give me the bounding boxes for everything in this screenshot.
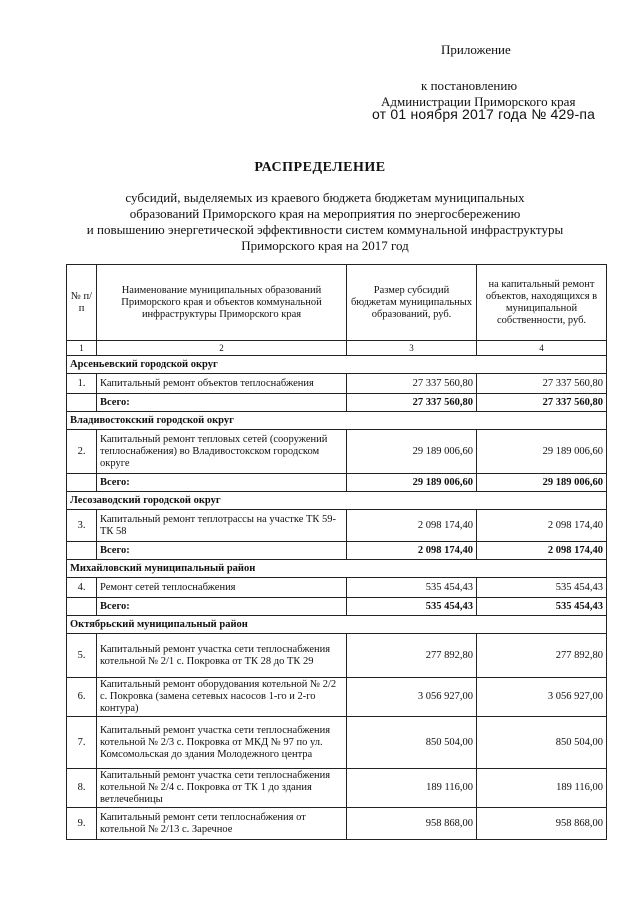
table-header-row — [67, 265, 607, 341]
row-number-cell — [67, 474, 97, 492]
region-name: Октябрьский муниципальный район — [67, 616, 607, 634]
row-number: 9. — [67, 808, 97, 840]
object-name: Капитальный ремонт сети теплоснабжения от котельной № 2/13 с. Заречное — [97, 808, 347, 840]
subsidy-amount: 27 337 560,80 — [347, 374, 477, 394]
appendix-label: Приложение — [441, 42, 511, 57]
capital-repair-amount: 2 098 174,40 — [477, 542, 607, 560]
subsidy-amount: 2 098 174,40 — [347, 542, 477, 560]
capital-repair-amount: 27 337 560,80 — [477, 374, 607, 394]
object-name: Капитальный ремонт теплотрассы на участке ТК 59-ТК 58 — [97, 510, 347, 542]
column-index: 1 — [67, 341, 97, 356]
capital-repair-amount: 2 098 174,40 — [477, 510, 607, 542]
document-subtitle — [80, 190, 570, 254]
table-row — [67, 430, 607, 474]
capital-repair-amount: 535 454,43 — [477, 598, 607, 616]
total-label: Всего: — [97, 542, 347, 560]
column-index: 4 — [477, 341, 607, 356]
subsidy-amount: 27 337 560,80 — [347, 394, 477, 412]
subtitle-line: Приморского края на 2017 год — [241, 238, 409, 253]
subtitle-line: и повышению энергетической эффективности систем коммунальной инфраструктуры — [86, 222, 564, 237]
subsidy-amount: 958 868,00 — [347, 808, 477, 840]
object-name: Капитальный ремонт участка сети теплоснабжения котельной № 2/3 с. Покровка от МКД № 97 по ул. Комсомольская до здания Молодежного центра — [97, 717, 347, 769]
capital-repair-amount: 958 868,00 — [477, 808, 607, 840]
row-number: 6. — [67, 678, 97, 717]
administration-label: Администрации Приморского края — [381, 94, 576, 109]
row-number-cell — [67, 542, 97, 560]
subsidy-amount: 29 189 006,60 — [347, 474, 477, 492]
row-number: 2. — [67, 430, 97, 474]
capital-repair-amount: 29 189 006,60 — [477, 474, 607, 492]
subsidy-amount: 3 056 927,00 — [347, 678, 477, 717]
subsidy-amount: 277 892,80 — [347, 634, 477, 678]
object-name: Ремонт сетей теплоснабжения — [97, 578, 347, 598]
region-name: Арсеньевский городской округ — [67, 356, 607, 374]
to-decree-label: к постановлению — [421, 78, 518, 93]
subtitle-line: субсидий, выделяемых из краевого бюджета бюджетам муниципальных — [125, 190, 525, 205]
table-row — [67, 578, 607, 598]
row-number: 8. — [67, 769, 97, 808]
table-row — [67, 374, 607, 394]
total-row — [67, 474, 607, 492]
region-name: Михайловский муниципальный район — [67, 560, 607, 578]
row-number: 4. — [67, 578, 97, 598]
total-label: Всего: — [97, 474, 347, 492]
subsidy-amount: 535 454,43 — [347, 598, 477, 616]
total-row — [67, 598, 607, 616]
row-number-cell — [67, 598, 97, 616]
row-number: 7. — [67, 717, 97, 769]
subsidy-amount: 535 454,43 — [347, 578, 477, 598]
object-name: Капитальный ремонт тепловых сетей (сооружений теплоснабжения) во Владивостокском городском округе — [97, 430, 347, 474]
column-header-subsidy: Размер субсидий бюджетам муниципальных образований, руб. — [347, 265, 477, 341]
row-number: 5. — [67, 634, 97, 678]
table-row — [67, 634, 607, 678]
table-row — [67, 769, 607, 808]
region-row — [67, 492, 607, 510]
region-row — [67, 412, 607, 430]
total-label: Всего: — [97, 394, 347, 412]
total-row — [67, 542, 607, 560]
object-name: Капитальный ремонт объектов теплоснабжения — [97, 374, 347, 394]
total-row — [67, 394, 607, 412]
capital-repair-amount: 29 189 006,60 — [477, 430, 607, 474]
column-index: 2 — [97, 341, 347, 356]
object-name: Капитальный ремонт участка сети теплоснабжения котельной № 2/1 с. Покровка от ТК 28 до ТК 29 — [97, 634, 347, 678]
table-row — [67, 808, 607, 840]
capital-repair-amount: 27 337 560,80 — [477, 394, 607, 412]
capital-repair-amount: 3 056 927,00 — [477, 678, 607, 717]
region-name: Лесозаводский городской округ — [67, 492, 607, 510]
subsidy-amount: 29 189 006,60 — [347, 430, 477, 474]
subsidy-amount: 850 504,00 — [347, 717, 477, 769]
subsidy-amount: 189 116,00 — [347, 769, 477, 808]
subtitle-line: образований Приморского края на мероприятия по энергосбережению — [129, 206, 521, 221]
capital-repair-amount: 850 504,00 — [477, 717, 607, 769]
column-header-name: Наименование муниципальных образований Приморского края и объектов коммунальной инфраструктуры Приморского края — [97, 265, 347, 341]
distribution-table — [66, 264, 607, 840]
region-row — [67, 356, 607, 374]
subsidy-amount: 2 098 174,40 — [347, 510, 477, 542]
region-row — [67, 560, 607, 578]
column-index: 3 — [347, 341, 477, 356]
decree-date: от 01 ноября 2017 года № 429-па — [372, 106, 596, 122]
total-label: Всего: — [97, 598, 347, 616]
column-header-number: № п/п — [67, 265, 97, 341]
capital-repair-amount: 277 892,80 — [477, 634, 607, 678]
table-row — [67, 510, 607, 542]
object-name: Капитальный ремонт оборудования котельной № 2/2 с. Покровка (замена сетевых насосов 1-го и 2-го контура) — [97, 678, 347, 717]
region-row — [67, 616, 607, 634]
row-number: 1. — [67, 374, 97, 394]
region-name: Владивостокский городской округ — [67, 412, 607, 430]
table-row — [67, 717, 607, 769]
object-name: Капитальный ремонт участка сети теплоснабжения котельной № 2/4 с. Покровка от ТК 1 до здания ветлечебницы — [97, 769, 347, 808]
table-row — [67, 678, 607, 717]
column-header-capital-repair: на капитальный ремонт объектов, находящихся в муниципальной собственности, руб. — [477, 265, 607, 341]
document-title: РАСПРЕДЕЛЕНИЕ — [254, 160, 386, 175]
row-number: 3. — [67, 510, 97, 542]
row-number-cell — [67, 394, 97, 412]
column-index-row — [67, 341, 607, 356]
capital-repair-amount: 189 116,00 — [477, 769, 607, 808]
capital-repair-amount: 535 454,43 — [477, 578, 607, 598]
